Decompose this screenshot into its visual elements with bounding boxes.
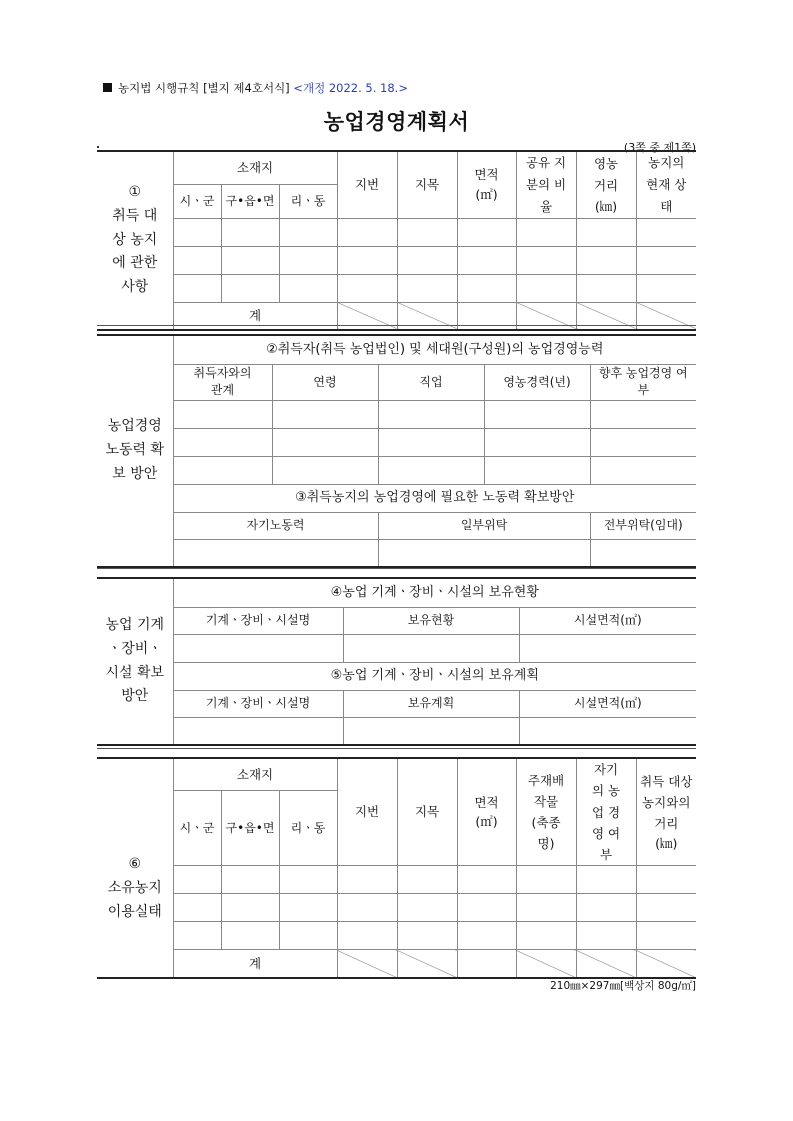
distance-header: [576, 151, 636, 218]
si-gun-header: 시ㆍ군: [173, 185, 221, 219]
page-info: (3쪽 중 제1쪽): [623, 141, 696, 154]
form-header: [103, 80, 408, 96]
location-header-2: 소재지: [173, 758, 337, 790]
jibeon-header-2: 지번: [337, 758, 397, 866]
subsection-4-title: ④농업 기계ㆍ장비ㆍ시설의 보유현황: [173, 578, 696, 607]
subsection-3-title: ③취득농지의 농업경영에 필요한 노동력 확보방안: [173, 484, 696, 512]
table-row: [97, 400, 696, 428]
subsection-2-title: ②취득자(취득 농업법인) 및 세대원(구성원)의 농업경영능력: [173, 335, 696, 364]
marker-dot: [97, 146, 99, 148]
distance-unit-2: (㎞): [655, 836, 678, 852]
table-row: [97, 218, 696, 246]
share-label: 공유 지분의 비율: [525, 155, 567, 214]
gu-eup-myeon-header-2: 구•읍•면: [221, 790, 279, 865]
slash-cell: [516, 950, 576, 978]
square-bullet-icon: [103, 83, 112, 92]
table-row: [97, 894, 696, 922]
crop-header: [516, 758, 576, 866]
divider: [97, 748, 696, 749]
area-label: 면적: [474, 167, 499, 183]
plan-header: 보유계획: [343, 690, 519, 717]
section3-label: [97, 578, 173, 745]
total-area-cell-2[interactable]: [457, 950, 516, 978]
ri-dong-header: 리ㆍ동: [279, 185, 337, 219]
section-machinery-plan: [97, 577, 696, 746]
total-row: [97, 950, 696, 978]
ri-dong-header-2: 리ㆍ동: [279, 790, 337, 865]
slash-cell: [337, 950, 397, 978]
paper-spec: 210㎜×297㎜[백상지 80g/㎡]: [550, 980, 696, 992]
status-header: [636, 151, 696, 218]
divider: [97, 568, 696, 569]
gu-eup-myeon-header: 구•읍•면: [221, 185, 279, 219]
distance-label-2: 취득 대상 농지와의 거리: [640, 773, 693, 832]
table-row: [97, 274, 696, 302]
area-header: [457, 151, 516, 218]
self-farm-label: 자기의 농업 경영 여부: [591, 762, 621, 862]
section3-label-text: 농업 기계 ㆍ장비ㆍ 시설 확보 방안: [105, 616, 165, 705]
distance-header-2: [636, 758, 696, 866]
age-header: 연령: [272, 364, 378, 400]
jimok-header: 지목: [397, 151, 457, 218]
page-title: 농업경영계획서: [323, 110, 470, 134]
distance-unit: (㎞): [594, 199, 618, 214]
area-header-2: [457, 758, 516, 866]
section-owned-land-usage: [97, 757, 696, 979]
slash-cell: [397, 950, 457, 978]
table-row: [97, 456, 696, 484]
revision-date: <개정 2022. 5. 18.>: [293, 81, 408, 95]
table-row: [97, 428, 696, 456]
self-farm-header: [576, 758, 636, 866]
distance-label: 영농 거리: [593, 156, 619, 194]
share-header: [516, 151, 576, 218]
total-label: 계: [173, 302, 337, 330]
career-header: 영농경력(년): [484, 364, 590, 400]
facility-area-header: 시설면적(㎡): [519, 607, 696, 634]
section1-number: ①: [128, 184, 142, 201]
relation-label: 취득자와의 관계: [193, 365, 252, 397]
job-header: 직업: [378, 364, 484, 400]
section-acquisition-land: [97, 150, 696, 331]
facility-area-header-2: 시설면적(㎡): [519, 690, 696, 717]
jimok-header-2: 지목: [397, 758, 457, 866]
partial-consign-header: 일부위탁: [378, 512, 590, 539]
section2-label-text: 농업경영 노동력 확보 방안: [105, 418, 165, 482]
status-label: 농지의 현재 상태: [646, 155, 687, 214]
slash-cell: [636, 950, 696, 978]
area-unit: (㎡): [475, 186, 498, 202]
area-unit-2: (㎡): [475, 814, 498, 830]
machine-name-header-2: 기계ㆍ장비ㆍ시설명: [173, 690, 343, 717]
table-row: [97, 922, 696, 950]
future-header: [590, 364, 696, 400]
table-row: [97, 717, 696, 745]
self-labor-header: 자기노동력: [173, 512, 378, 539]
section4-number: ⑥: [128, 856, 142, 873]
divider: [97, 325, 696, 326]
section1-label-text: 취득 대상 농지에 관한 사항: [112, 207, 158, 296]
law-reference: 농지법 시행규칙 [별지 제4호서식]: [118, 81, 290, 95]
section1-label: [97, 151, 173, 330]
crop-label: 주재배 작물 (축종 명): [527, 772, 565, 852]
full-consign-header: 전부위탁(임대): [590, 512, 696, 539]
future-label: 향후 농업경영 여부: [598, 365, 688, 397]
location-header: 소재지: [173, 151, 337, 185]
table-row: [97, 539, 696, 567]
total-label-2: 계: [173, 950, 337, 978]
table-row: [97, 866, 696, 894]
table-row: [97, 246, 696, 274]
section2-label: [97, 335, 173, 567]
subsection-5-title: ⑤농업 기계ㆍ장비ㆍ시설의 보유계획: [173, 662, 696, 690]
cell[interactable]: [173, 218, 221, 246]
si-gun-header-2: 시ㆍ군: [173, 790, 221, 865]
section4-label: [97, 758, 173, 978]
relation-header: [173, 364, 272, 400]
holding-header: 보유현황: [343, 607, 519, 634]
table-row: [97, 634, 696, 662]
slash-cell: [576, 950, 636, 978]
section-labor-plan: [97, 334, 696, 568]
machine-name-header: 기계ㆍ장비ㆍ시설명: [173, 607, 343, 634]
jibeon-header: 지번: [337, 151, 397, 218]
section4-label-text: 소유농지 이용실태: [107, 880, 162, 920]
area-label-2: 면적: [474, 794, 499, 810]
